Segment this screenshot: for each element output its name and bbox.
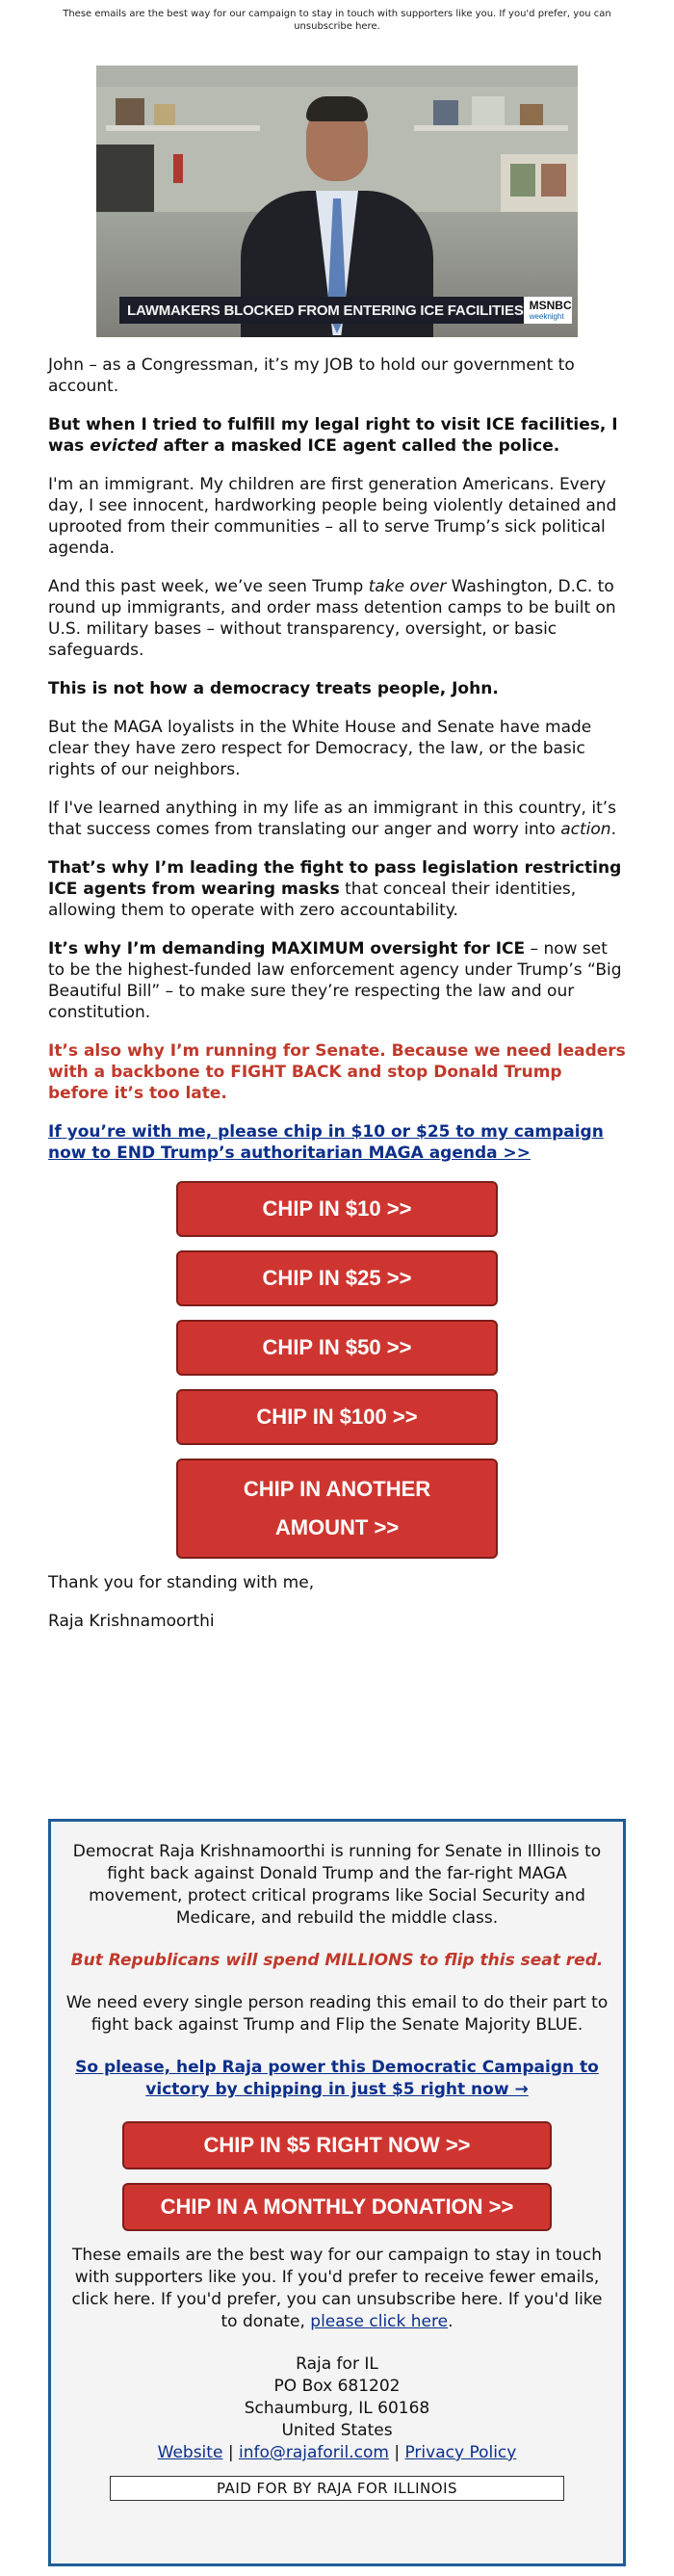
paragraph-senate: It’s also why I’m running for Senate. Because we need leaders with a backbone to FIGHT BACK and stop Donald Trump before it’s too late. (48, 1041, 626, 1103)
network-logo (524, 297, 572, 324)
footer-ask (63, 2057, 611, 2101)
footer-content (63, 1841, 611, 2501)
email-link[interactable]: info@rajaforil.com (238, 2443, 389, 2462)
paragraph-maga: But the MAGA loyalists in the White House and Senate have made clear they have zero respect for Democracy, the law, or the basic rights of our neighbors. (48, 718, 592, 779)
city-line: Schaumburg, IL 60168 (244, 2399, 430, 2418)
paragraph-oversight: It’s why I’m demanding MAXIMUM oversight for ICE – now set to be the highest-funded law enforcement agency under Trump’s “Big Beautiful Bill” – to make sure they’re respecting the law and our constitution. (48, 939, 622, 1022)
paragraph-immigrant: I'm an immigrant. My children are first generation Americans. Every day, I see innocent, hardworking people being violently detained and uprooted from their communities – all to serve Trump’s sick political agenda. (48, 475, 617, 558)
privacy-policy-link[interactable]: Privacy Policy (404, 2443, 517, 2462)
paragraph-democracy: This is not how a democracy treats people, John. (48, 679, 499, 698)
donate-click-here-link[interactable]: please click here (310, 2312, 449, 2331)
footer-intro: Democrat Raja Krishnamoorthi is running for Senate in Illinois to fight back against Donald Trump and the far-right MAGA movement, protect critical programs like Social Security and Medicare, and rebuild the middle class. (72, 1842, 602, 1928)
footer-links: Website | info@rajaforil.com | Privacy Policy (157, 2443, 517, 2462)
chip-in-5-button[interactable]: CHIP IN $5 RIGHT NOW >> (122, 2121, 552, 2169)
footer-call: We need every single person reading this email to do their part to fight back against Trump and Flip the Senate Majority BLUE. (65, 1993, 609, 2035)
chip-in-50-button[interactable]: CHIP IN $50 >> (176, 1320, 498, 1376)
paragraph-action: If I've learned anything in my life as an immigrant in this country, it’s that success comes from translating our anger and worry into action. (48, 799, 617, 839)
signoff-thanks: Thank you for standing with me, (48, 1573, 315, 1592)
hero-image[interactable] (96, 66, 578, 337)
chip-in-10-button[interactable]: CHIP IN $10 >> (176, 1181, 498, 1237)
donate-link-main[interactable]: If you’re with me, please chip in $10 or $25 to my campaign now to END Trump’s authoritarian MAGA agenda >> (48, 1122, 604, 1163)
paragraph-ask (48, 1121, 626, 1164)
org-name: Raja for IL (296, 2354, 378, 2374)
chip-in-100-button[interactable]: CHIP IN $100 >> (176, 1389, 498, 1445)
donation-buttons (48, 1181, 626, 1572)
country-line: United States (281, 2421, 393, 2440)
preheader-text: These emails are the best way for our campaign to stay in touch with supporters like you. If you'd prefer, you can unsubscribe here. (63, 9, 611, 32)
paragraph-masks: That’s why I’m leading the fight to pass legislation restricting ICE agents from wearing masks that conceal their identities, allowing them to operate with zero accountability. (48, 858, 622, 920)
email-body (48, 355, 626, 1649)
po-box: PO Box 681202 (273, 2377, 401, 2396)
paragraph-evicted: But when I tried to fulfill my legal right to visit ICE facilities, I was evicted after a masked ICE agent called the police. (48, 415, 618, 456)
mailing-address (63, 2353, 611, 2464)
news-chyron (119, 297, 572, 324)
signoff-name: Raja Krishnamoorthi (48, 1612, 215, 1631)
paid-for-disclaimer: PAID FOR BY RAJA FOR ILLINOIS (110, 2476, 564, 2501)
person-hair (306, 96, 368, 121)
footer-note: These emails are the best way for our campaign to stay in touch with supporters like you. If you'd prefer to receive fewer emails, click here. If you'd prefer, you can unsubscribe here. If you'd like to donate, please click here. (71, 2246, 603, 2331)
chip-in-monthly-button[interactable]: CHIP IN A MONTHLY DONATION >> (122, 2183, 552, 2231)
paragraph-takeover: And this past week, we’ve seen Trump take over Washington, D.C. to round up immigrants, and order mass detention camps to be built on U.S. military bases – without transparency, oversight, or basic safeguards. (48, 577, 616, 660)
chyron-text: LAWMAKERS BLOCKED FROM ENTERING ICE FACILITIES (127, 302, 524, 319)
donate-link-five[interactable]: So please, help Raja power this Democratic Campaign to victory by chipping in just $5 right now → (75, 2058, 599, 2099)
logo-sub-text: weeknight (529, 312, 564, 321)
logo-main-text: MSNBC (529, 299, 572, 312)
chip-in-25-button[interactable]: CHIP IN $25 >> (176, 1250, 498, 1306)
website-link[interactable]: Website (157, 2443, 223, 2462)
paragraph-intro: John – as a Congressman, it’s my JOB to hold our government to account. (48, 355, 575, 396)
chip-in-other-amount-button[interactable]: CHIP IN ANOTHER AMOUNT >> (176, 1459, 498, 1559)
footer-box (48, 1819, 626, 2566)
footer-warning: But Republicans will spend MILLIONS to flip this seat red. (70, 1951, 604, 1970)
